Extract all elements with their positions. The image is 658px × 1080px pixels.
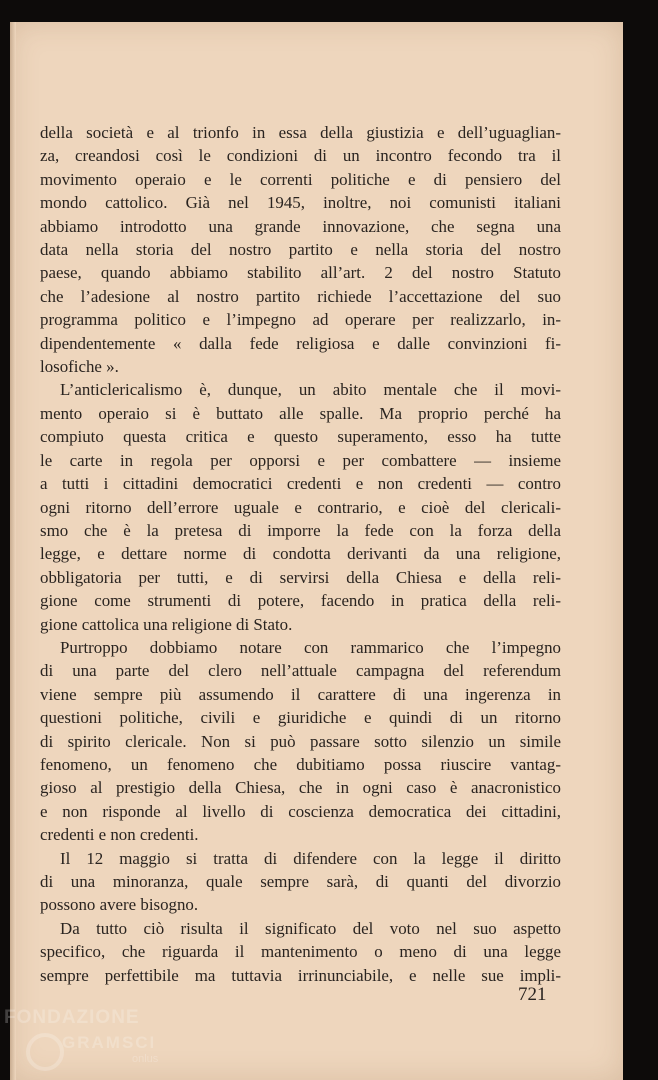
- body-text: [40, 121, 561, 987]
- paragraph-1: [40, 121, 561, 378]
- paragraph-4: [40, 847, 561, 917]
- watermark-line1: FONDAZIONE: [4, 1007, 140, 1028]
- text-line: mento operaio si è buttato alle spalle. Ma proprio perché ha: [40, 403, 561, 423]
- text-line: legge, e dettare norme di condotta derivanti da una religione,: [40, 544, 561, 564]
- text-line: che l’adesione al nostro partito richiede l’accettazione del suo: [40, 286, 561, 306]
- watermark-logo: [0, 1005, 200, 1080]
- book-page: [10, 22, 623, 1080]
- watermark-g-icon: [26, 1033, 64, 1071]
- text-line: gioso al prestigio della Chiesa, che in ogni caso è anacronistico: [40, 778, 561, 798]
- text-line: le carte in regola per opporsi e per combattere — insieme: [40, 450, 561, 470]
- page-edge: [10, 22, 16, 1080]
- text-line: gione cattolica una religione di Stato.: [40, 614, 293, 634]
- text-line: losofiche ».: [40, 357, 119, 377]
- paragraph-2: [40, 378, 561, 635]
- text-line: obbligatoria per tutti, e di servirsi della Chiesa e della reli-: [40, 567, 561, 587]
- text-line: di spirito clericale. Non si può passare sotto silenzio un simile: [40, 731, 561, 751]
- text-line: fenomeno, un fenomeno che dubitiamo possa riuscire vantag-: [40, 754, 561, 774]
- page-number: 721: [518, 984, 547, 1005]
- text-line: paese, quando abbiamo stabilito all’art. 2 del nostro Statuto: [40, 263, 561, 283]
- text-line: Il 12 maggio si tratta di difendere con la legge il diritto: [60, 848, 561, 868]
- text-line: possono avere bisogno.: [40, 895, 199, 915]
- text-line: di una minoranza, quale sempre sarà, di quanti del divorzio: [40, 872, 561, 891]
- text-line: abbiamo introdotto una grande innovazione, che segna una: [40, 216, 561, 236]
- text-line: credenti e non credenti.: [40, 825, 199, 845]
- text-line: Purtroppo dobbiamo notare con rammarico che l’impegno: [60, 637, 561, 657]
- text-line: Da tutto ciò risulta il significato del voto nel suo aspetto: [60, 918, 561, 938]
- text-line: gione come strumenti di potere, facendo in pratica della reli-: [40, 591, 561, 611]
- text-line: movimento operaio e le correnti politiche e di pensiero del: [40, 169, 561, 189]
- paragraph-3: [40, 636, 561, 847]
- text-line: della società e al trionfo in essa della giustizia e dell’uguaglian-: [40, 123, 561, 142]
- text-line: ogni ritorno dell’errore uguale e contrario, e cioè del clericali-: [40, 497, 561, 517]
- text-line: compiuto questa critica e questo superamento, esso ha tutte: [40, 427, 561, 447]
- text-line: questioni politiche, civili e giuridiche e quindi di un ritorno: [40, 708, 561, 728]
- text-line: di una parte del clero nell’attuale campagna del referendum: [40, 661, 561, 681]
- text-line: dipendentemente « dalla fede religiosa e dalle convinzioni fi-: [40, 333, 561, 353]
- text-line: data nella storia del nostro partito e nella storia del nostro: [40, 240, 561, 260]
- text-line: specifico, che riguarda il mantenimento o meno di una legge: [40, 942, 561, 962]
- text-line: sempre perfettibile ma tuttavia irrinunciabile, e nelle sue impli-: [40, 965, 561, 985]
- watermark-line2: GRAMSCI: [62, 1033, 157, 1052]
- watermark-suffix: onlus: [132, 1053, 159, 1065]
- paragraph-5: [40, 917, 561, 987]
- text-line: e non risponde al livello di coscienza democratica dei cittadini,: [40, 801, 561, 821]
- text-line: za, creandosi così le condizioni di un incontro fecondo tra il: [40, 146, 561, 166]
- text-line: programma politico e l’impegno ad operare per realizzarlo, in-: [40, 310, 561, 330]
- text-line: smo che è la pretesa di imporre la fede con la forza della: [40, 520, 561, 540]
- text-line: mondo cattolico. Già nel 1945, inoltre, noi comunisti italiani: [40, 193, 561, 213]
- text-line: L’anticlericalismo è, dunque, un abito mentale che il movi-: [60, 380, 561, 400]
- text-line: a tutti i cittadini democratici credenti e non credenti — contro: [40, 474, 561, 494]
- text-line: viene sempre più assumendo il carattere di una ingerenza in: [40, 684, 561, 704]
